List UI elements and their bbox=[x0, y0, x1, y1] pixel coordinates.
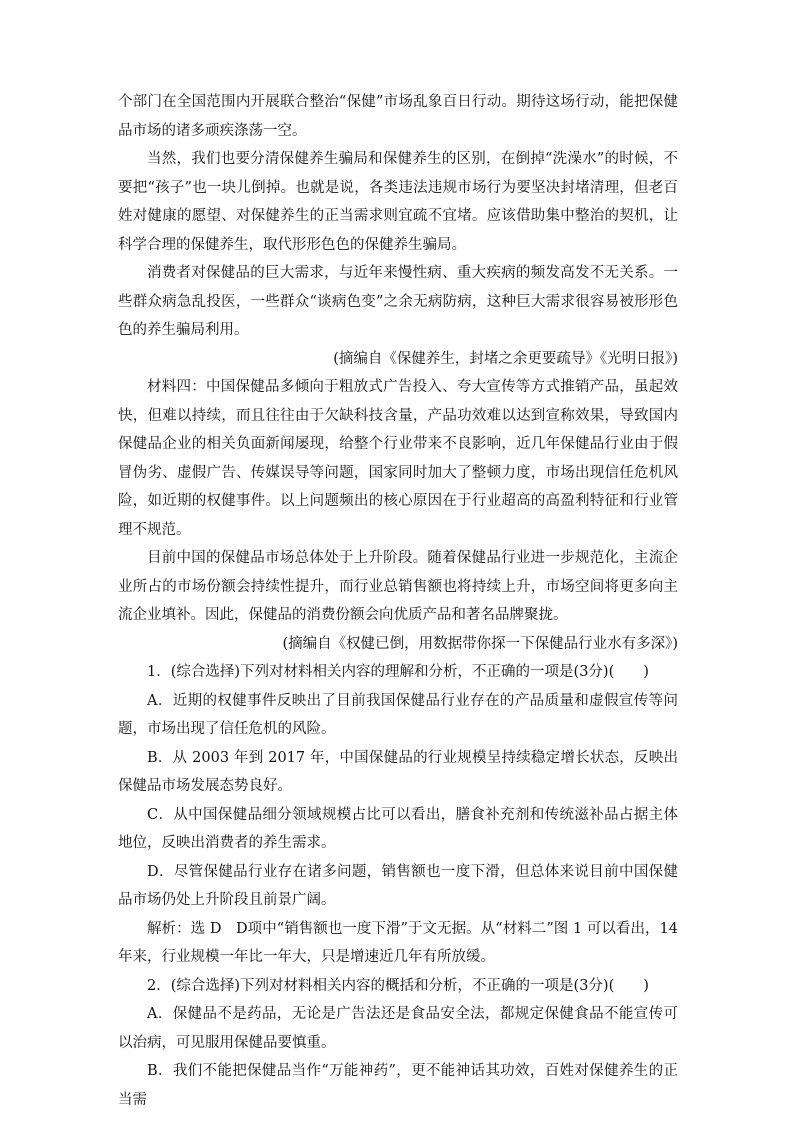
paragraph-market-outlook: 目前中国的保健品市场总体处于上升阶段。随着保健品行业进一步规范化，主流企业所占的市场份额会持续性提升，而行业总销售额也将持续上升，市场空间将更多向主流企业填补。因此，保健品的消费份额会向优质产品和著名品牌聚拢。 bbox=[118, 550, 678, 623]
question-1-option-d: D．尽管保健品行业存在诸多问题，销售额也一度下滑，但总体来说目前中国保健品市场仍处上升阶段且前景广阔。 bbox=[118, 863, 678, 908]
paragraph-consumer-demand: 消费者对保健品的巨大需求，与近年来慢性病、重大疾病的频发高发不无关系。一些群众病急乱投医，一些群众“谈病色变”之余无病防病，这种巨大需求很容易被形形色色的养生骗局利用。 bbox=[118, 265, 678, 338]
paragraph-continuation: 个部门在全国范围内开展联合整治“保健”市场乱象百日行动。期待这场行动，能把保健品市场的诸多顽疾涤荡一空。 bbox=[118, 94, 678, 139]
question-2-option-a: A．保健品不是药品，无论是广告法还是食品安全法，都规定保健食品不能宣传可以治病，可见服用保健品要慎重。 bbox=[118, 1006, 678, 1051]
source-citation-guangming: (摘编自《保健养生，封堵之余更要疏导》《光明日报》) bbox=[333, 350, 678, 367]
question-1-option-b: B．从 2003 年到 2017 年，中国保健品的行业规模呈持续稳定增长状态，反映出保健品市场发展态势良好。 bbox=[118, 749, 678, 794]
question-1-analysis: 解析：选 D D项中“销售额也一度下滑”于文无据。从“材料二”图 1 可以看出，14 年来，行业规模一年比一年大，只是增速近几年有所放缓。 bbox=[118, 920, 678, 965]
question-1-option-a: A．近期的权健事件反映出了目前我国保健品行业存在的产品质量和虚假宣传等问题，市场出现了信任危机的风险。 bbox=[118, 692, 678, 737]
question-2: 2．(综合选择)下列对材料相关内容的概括和分析，不正确的一项是(3分)( ) bbox=[147, 977, 649, 994]
question-1-option-c: C．从中国保健品细分领域规模占比可以看出，膳食补充剂和传统滋补品占据主体地位，反映出消费者的养生需求。 bbox=[118, 806, 678, 851]
question-1: 1．(综合选择)下列对材料相关内容的理解和分析，不正确的一项是(3分)( ) bbox=[147, 664, 649, 680]
question-2-option-b: B．我们不能把保健品当作“万能神药”，更不能神话其功效，百姓对保健养生的正当需 bbox=[118, 1063, 678, 1108]
source-citation-quanjian: (摘编自《权健已倒，用数据带你探一下保健品行业水有多深》) bbox=[282, 635, 678, 652]
document-page bbox=[118, 88, 678, 1114]
paragraph-material-four: 材料四：中国保健品多倾向于粗放式广告投入、夸大宣传等方式推销产品，虽起效快，但难以持续，而且往往由于欠缺科技含量，产品功效难以达到宣称效果，导致国内保健品企业的相关负面新闻屡现，给整个行业带来不良影响，近几年保健品行业由于假冒伪劣、虚假广告、传媒误导等问题，国家同时加大了整顿力度，市场出现信任危机风险，如近期的权健事件。以上问题频出的核心原因在于行业超高的高盈利特征和行业管理不规范。 bbox=[118, 379, 678, 538]
paragraph-health-scam-distinction: 当然，我们也要分清保健养生骗局和保健养生的区别，在倒掉“洗澡水”的时候，不要把“孩子”也一块儿倒掉。也就是说，各类违法违规市场行为要坚决封堵清理，但老百姓对健康的愿望、对保健养生的正当需求则宜疏不宜堵。应该借助集中整治的契机，让科学合理的保健养生，取代形形色色的保健养生骗局。 bbox=[118, 151, 678, 253]
